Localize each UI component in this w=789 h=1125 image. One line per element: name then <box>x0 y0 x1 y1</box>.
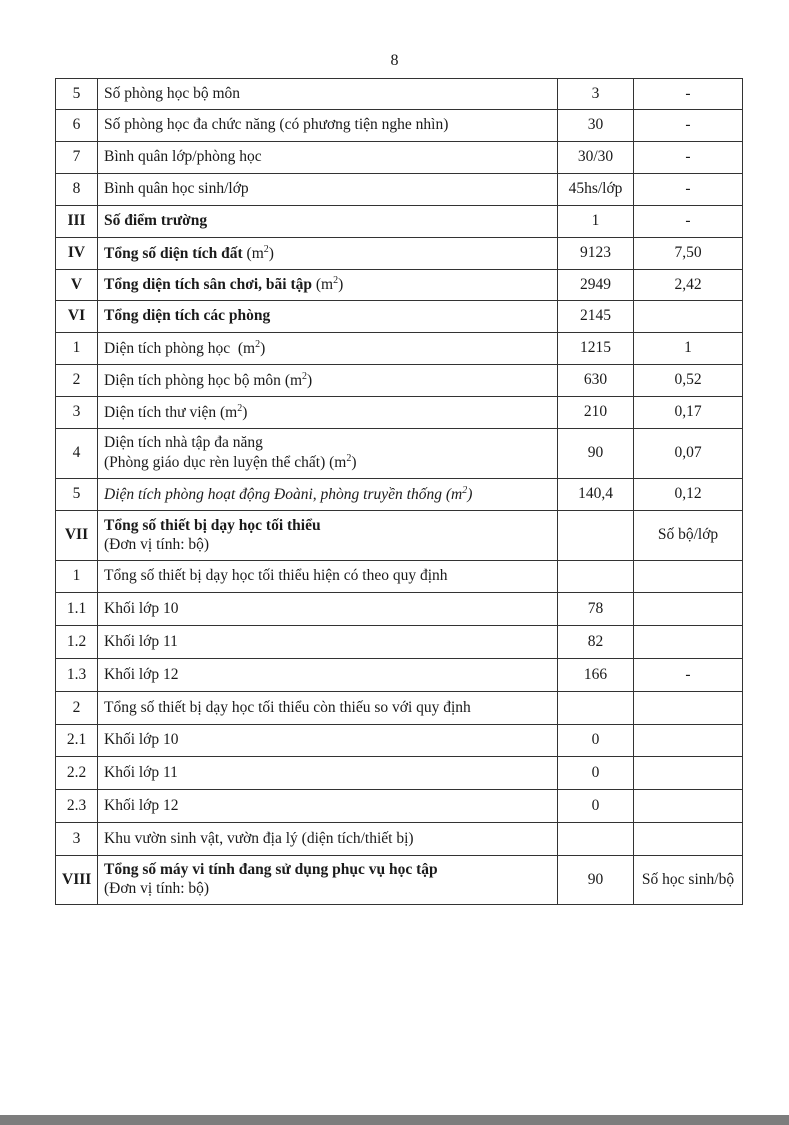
row-label-cell <box>98 333 558 365</box>
row-number: 1.3 <box>56 659 98 692</box>
row-number: V <box>56 270 98 301</box>
row-label-cell <box>98 823 558 856</box>
row-label: Khối lớp 11 <box>104 763 178 781</box>
table-row <box>56 429 743 479</box>
row-number: 1.1 <box>56 593 98 626</box>
unit-text: ) <box>268 244 274 262</box>
row-label-secondary <box>104 536 551 555</box>
table-row <box>56 561 743 593</box>
table-row <box>56 593 743 626</box>
row-number: 2.1 <box>56 725 98 757</box>
row-ratio <box>634 692 743 725</box>
row-value: 30/30 <box>558 142 634 174</box>
row-ratio: 1 <box>634 333 743 365</box>
table-row <box>56 301 743 333</box>
facilities-table <box>55 78 743 905</box>
row-number: III <box>56 206 98 238</box>
row-ratio: - <box>634 110 743 142</box>
row-label: Diện tích phòng hoạt động Đoàni, phòng truyền thống <box>104 485 442 503</box>
unit-superscript: 2 <box>333 275 339 287</box>
row-value <box>558 561 634 593</box>
row-number: 6 <box>56 110 98 142</box>
table-row <box>56 174 743 206</box>
row-ratio <box>634 823 743 856</box>
row-label-cell <box>98 479 558 511</box>
table-body <box>56 79 743 905</box>
row-ratio <box>634 561 743 593</box>
row-label: Diện tích phòng học bộ môn <box>104 371 281 389</box>
row-label: Bình quân học sinh/lớp <box>104 180 249 198</box>
row-ratio: - <box>634 206 743 238</box>
row-label: Tổng số thiết bị dạy học tối thiểu <box>104 516 321 534</box>
row-label-cell <box>98 238 558 270</box>
row-value: 0 <box>558 757 634 790</box>
unit-text: (m <box>242 244 264 262</box>
row-label: Số phòng học đa chức năng (có phương tiện nghe nhìn) <box>104 116 449 134</box>
unit-text: ) <box>307 371 313 389</box>
row-number: VII <box>56 511 98 561</box>
table-row <box>56 692 743 725</box>
row-label: Bình quân lớp/phòng học <box>104 148 262 166</box>
row-label-cell <box>98 757 558 790</box>
row-label: Tổng số thiết bị dạy học tối thiểu còn thiếu so với quy định <box>104 698 471 716</box>
unit-superscript: 2 <box>346 452 352 464</box>
row-ratio: - <box>634 659 743 692</box>
row-number: 3 <box>56 397 98 429</box>
row-ratio: 0,52 <box>634 365 743 397</box>
row-label-cell <box>98 561 558 593</box>
row-ratio: 0,12 <box>634 479 743 511</box>
table-row <box>56 479 743 511</box>
row-label-cell <box>98 365 558 397</box>
unit-text: (m <box>325 454 347 472</box>
unit-text: ) <box>260 339 266 357</box>
row-ratio: - <box>634 79 743 110</box>
table-row <box>56 790 743 823</box>
row-label-cell <box>98 593 558 626</box>
page-number: 8 <box>390 52 399 69</box>
scan-edge-bar <box>0 1115 789 1125</box>
row-label-secondary-text: (Đơn vị tính: bộ) <box>104 535 210 553</box>
row-value: 82 <box>558 626 634 659</box>
row-number: 5 <box>56 79 98 110</box>
row-label-cell <box>98 206 558 238</box>
unit-superscript: 2 <box>263 243 269 255</box>
unit-text: ) <box>467 485 473 503</box>
row-label: Diện tích phòng học <box>104 339 231 357</box>
row-ratio: - <box>634 142 743 174</box>
row-label-cell <box>98 397 558 429</box>
table-row <box>56 511 743 561</box>
row-label-cell <box>98 270 558 301</box>
table-row <box>56 856 743 905</box>
row-label-cell <box>98 174 558 206</box>
row-ratio <box>634 626 743 659</box>
row-ratio: Số học sinh/bộ <box>634 856 743 905</box>
row-label: Số điểm trường <box>104 212 208 230</box>
row-label-cell <box>98 790 558 823</box>
row-ratio: 0,17 <box>634 397 743 429</box>
row-label: Tổng diện tích sân chơi, bãi tập <box>104 276 312 294</box>
unit-superscript: 2 <box>462 484 468 496</box>
row-label-cell <box>98 301 558 333</box>
unit-text: ) <box>242 403 248 421</box>
row-label-secondary <box>104 453 551 473</box>
row-number: 1 <box>56 561 98 593</box>
row-label-cell <box>98 659 558 692</box>
row-label-cell <box>98 692 558 725</box>
row-value <box>558 823 634 856</box>
row-ratio: 2,42 <box>634 270 743 301</box>
row-value: 210 <box>558 397 634 429</box>
row-value <box>558 692 634 725</box>
row-number: 3 <box>56 823 98 856</box>
row-label: Khối lớp 10 <box>104 599 179 617</box>
row-value: 90 <box>558 429 634 479</box>
row-number: 1 <box>56 333 98 365</box>
row-ratio: 7,50 <box>634 238 743 270</box>
row-value: 2949 <box>558 270 634 301</box>
row-label-cell <box>98 856 558 905</box>
unit-text: (m <box>280 371 303 389</box>
unit-text: (m <box>230 339 256 357</box>
table-row <box>56 725 743 757</box>
row-value <box>558 511 634 561</box>
table-row <box>56 238 743 270</box>
row-label: Tổng số diện tích đất <box>104 244 243 262</box>
row-label: Khối lớp 10 <box>104 731 179 749</box>
row-number: 2 <box>56 692 98 725</box>
row-label: Diện tích thư viện <box>104 403 217 421</box>
unit-text: (m <box>311 276 334 294</box>
row-label: Khối lớp 12 <box>104 665 179 683</box>
row-value: 90 <box>558 856 634 905</box>
row-label: Khối lớp 12 <box>104 796 179 814</box>
row-label: Tổng diện tích các phòng <box>104 307 271 325</box>
row-label-secondary-text: (Đơn vị tính: bộ) <box>104 880 210 897</box>
row-value: 2145 <box>558 301 634 333</box>
row-label: Khu vườn sinh vật, vườn địa lý (diện tích/thiết bị) <box>104 829 414 847</box>
table-row <box>56 270 743 301</box>
row-label: Tổng số thiết bị dạy học tối thiểu hiện có theo quy định <box>104 567 448 585</box>
unit-superscript: 2 <box>302 370 308 382</box>
row-value: 1 <box>558 206 634 238</box>
row-label: Tổng số máy vi tính đang sử dụng phục vụ học tập <box>104 861 438 879</box>
row-ratio <box>634 725 743 757</box>
row-label-cell <box>98 142 558 174</box>
row-number: 8 <box>56 174 98 206</box>
row-ratio: - <box>634 174 743 206</box>
row-value: 3 <box>558 79 634 110</box>
row-label-cell <box>98 626 558 659</box>
table-row <box>56 79 743 110</box>
row-number: VIII <box>56 856 98 905</box>
row-value: 45hs/lớp <box>558 174 634 206</box>
row-ratio: Số bộ/lớp <box>634 511 743 561</box>
row-value: 630 <box>558 365 634 397</box>
unit-text: (m <box>216 403 238 421</box>
row-number: IV <box>56 238 98 270</box>
row-number: 2 <box>56 365 98 397</box>
table-row <box>56 142 743 174</box>
row-label-cell <box>98 110 558 142</box>
unit-text: ) <box>351 454 357 472</box>
table-row <box>56 365 743 397</box>
row-value: 1215 <box>558 333 634 365</box>
row-label: Khối lớp 11 <box>104 632 178 650</box>
row-label-cell <box>98 725 558 757</box>
row-value: 166 <box>558 659 634 692</box>
row-number: 7 <box>56 142 98 174</box>
table-row <box>56 823 743 856</box>
row-value: 30 <box>558 110 634 142</box>
unit-text: (m <box>441 485 463 503</box>
table-row <box>56 626 743 659</box>
row-value: 140,4 <box>558 479 634 511</box>
table-row <box>56 110 743 142</box>
table-row <box>56 333 743 365</box>
row-number: 2.3 <box>56 790 98 823</box>
table-row <box>56 206 743 238</box>
row-number: 1.2 <box>56 626 98 659</box>
row-number: VI <box>56 301 98 333</box>
row-label-secondary-text: (Phòng giáo dục rèn luyện thể chất) <box>104 454 326 472</box>
row-value: 78 <box>558 593 634 626</box>
row-number: 2.2 <box>56 757 98 790</box>
row-ratio <box>634 593 743 626</box>
row-label-cell <box>98 429 558 479</box>
unit-text: ) <box>338 276 344 294</box>
row-ratio <box>634 301 743 333</box>
unit-superscript: 2 <box>237 402 243 414</box>
row-value: 0 <box>558 790 634 823</box>
row-number: 5 <box>56 479 98 511</box>
row-number: 4 <box>56 429 98 479</box>
table-row <box>56 659 743 692</box>
row-ratio <box>634 757 743 790</box>
row-value: 9123 <box>558 238 634 270</box>
table-row <box>56 397 743 429</box>
row-ratio: 0,07 <box>634 429 743 479</box>
row-label-cell <box>98 511 558 561</box>
table-row <box>56 757 743 790</box>
row-label-secondary <box>104 880 551 899</box>
unit-superscript: 2 <box>255 338 261 350</box>
row-ratio <box>634 790 743 823</box>
row-label: Số phòng học bộ môn <box>104 84 241 102</box>
row-label: Diện tích nhà tập đa năng <box>104 434 263 452</box>
row-label-cell <box>98 79 558 110</box>
row-value: 0 <box>558 725 634 757</box>
